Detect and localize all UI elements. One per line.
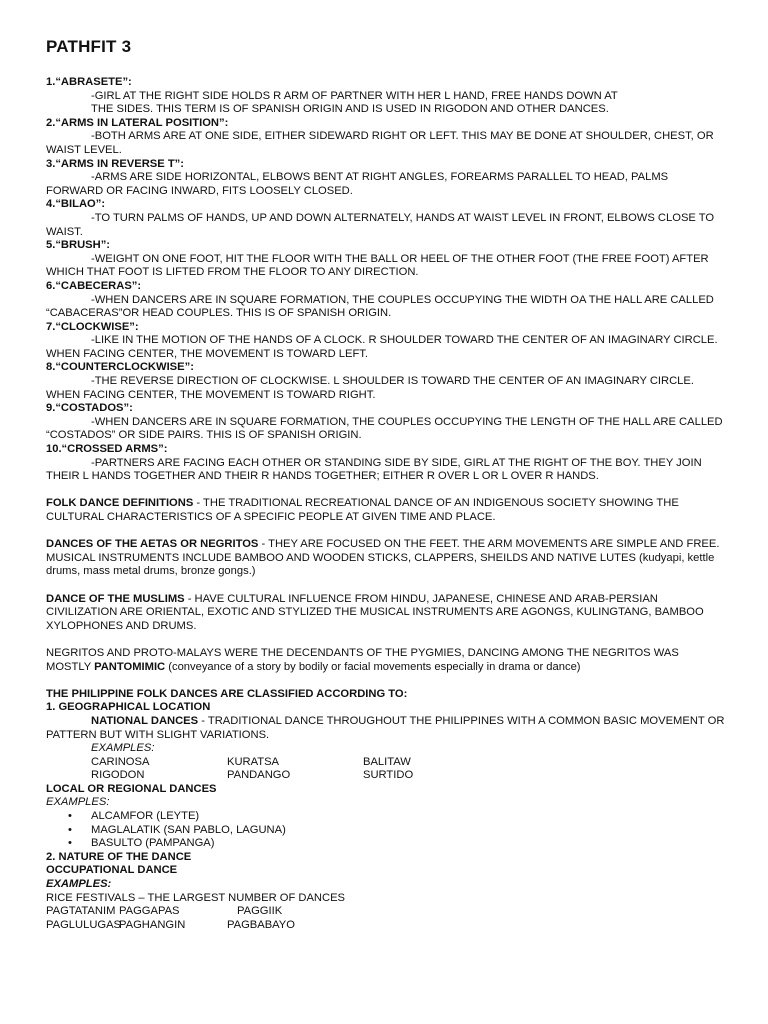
term-body: -LIKE IN THE MOTION OF THE HANDS OF A CLOCK. R SHOULDER TOWARD THE CENTER OF AN IMAGINARY CIRCLE. WHEN FACING CENTER, THE MOVEMENT IS TOWARD LEFT. bbox=[46, 334, 718, 360]
term-heading: 8.“COUNTERCLOCKWISE”: bbox=[46, 361, 194, 374]
aetas-paragraph bbox=[46, 538, 726, 579]
local-heading: LOCAL OR REGIONAL DANCES bbox=[46, 782, 217, 795]
example-item: PAGGIIK bbox=[237, 905, 283, 918]
document-body bbox=[46, 76, 726, 932]
national-dances-paragraph bbox=[46, 715, 726, 742]
term-body: -WEIGHT ON ONE FOOT, HIT THE FLOOR WITH THE BALL OR HEEL OF THE OTHER FOOT (THE FREE FOOT) AFTER WHICH THAT FOOT IS LIFTED FROM THE FLOOR TO ANY DIRECTION. bbox=[46, 252, 709, 279]
list-item: • BASULTO (PAMPANGA) bbox=[46, 837, 726, 851]
aetas-heading: DANCES OF THE AETAS OR NEGRITOS bbox=[46, 538, 259, 551]
example-item: PAGBABAYO bbox=[227, 918, 295, 931]
term-heading: 10.“CROSSED ARMS”: bbox=[46, 443, 168, 456]
example-item: RIGODON bbox=[91, 769, 145, 782]
nature-heading: 2. NATURE OF THE DANCE bbox=[46, 850, 192, 863]
term-heading: 6.“CABECERAS”: bbox=[46, 279, 142, 292]
term-heading: 5.“BRUSH”: bbox=[46, 239, 111, 252]
classification-heading: THE PHILIPPINE FOLK DANCES ARE CLASSIFIED ACCORDING TO: bbox=[46, 687, 408, 700]
negritos-text: NEGRITOS AND PROTO-MALAYS WERE THE DECENDANTS OF THE PYGMIES, DANCING AMONG THE NEGRITOS WAS MOSTLY bbox=[46, 646, 679, 673]
folk-heading: FOLK DANCE DEFINITIONS bbox=[46, 497, 194, 510]
occupational-heading: OCCUPATIONAL DANCE bbox=[46, 864, 178, 877]
example-item: PAGGAPAS bbox=[119, 905, 180, 918]
occupational-row bbox=[46, 905, 726, 919]
pantomimic-term: PANTOMIMIC bbox=[94, 660, 166, 673]
example-item: KURATSA bbox=[227, 755, 280, 768]
term-heading: 1.“ABRASETE”: bbox=[46, 76, 132, 88]
example-item: PAGHANGIN bbox=[119, 918, 186, 931]
term-body: THE SIDES. THIS TERM IS OF SPANISH ORIGIN AND IS USED IN RIGODON AND OTHER DANCES. bbox=[91, 103, 609, 116]
examples-row bbox=[46, 756, 726, 770]
occupational-row bbox=[46, 919, 726, 933]
muslims-paragraph bbox=[46, 593, 726, 634]
muslims-body: - HAVE CULTURAL INFLUENCE FROM HINDU, JAPANESE, CHINESE AND ARAB-PERSIAN CIVILIZATION ARE ORIENTAL, EXOTIC AND STYLIZED THE MUSICAL INSTRUMENTS ARE AGONGS, KULINGTANG, BAMBOO XYLOPHONES AND DRUMS. bbox=[46, 592, 704, 632]
example-item: PAGLULUGAS bbox=[46, 918, 122, 931]
example-item: BALITAW bbox=[363, 755, 411, 768]
term-body: -WHEN DANCERS ARE IN SQUARE FORMATION, THE COUPLES OCCUPYING THE WIDTH OA THE HALL ARE CALLED “CABACERAS”OR HEAD COUPLES. THIS IS OF SPANISH ORIGIN. bbox=[46, 293, 714, 320]
term-body: -THE REVERSE DIRECTION OF CLOCKWISE. L SHOULDER IS TOWARD THE CENTER OF AN IMAGINARY CIRCLE. WHEN FACING CENTER, THE MOVEMENT IS TOWARD RIGHT. bbox=[46, 375, 694, 401]
term-body: -WHEN DANCERS ARE IN SQUARE FORMATION, THE COUPLES OCCUPYING THE LENGTH OF THE HALL ARE CALLED “COSTADOS” OR SIDE PAIRS. THIS IS OF SPANISH ORIGIN. bbox=[46, 415, 723, 442]
national-heading: NATIONAL DANCES bbox=[91, 714, 199, 727]
term-body: -BOTH ARMS ARE AT ONE SIDE, EITHER SIDEWARD RIGHT OR LEFT. THIS MAY BE DONE AT SHOULDER, CHEST, OR WAIST LEVEL. bbox=[46, 130, 714, 156]
rice-festivals: RICE FESTIVALS – THE LARGEST NUMBER OF DANCES bbox=[46, 891, 346, 904]
example-item: PAGTATANIM bbox=[46, 905, 116, 918]
example-item: CARINOSA bbox=[91, 755, 150, 768]
term-body: -GIRL AT THE RIGHT SIDE HOLDS R ARM OF PARTNER WITH HER L HAND, FREE HANDS DOWN AT bbox=[91, 89, 618, 102]
examples-label: EXAMPLES: bbox=[91, 742, 155, 755]
term-heading: 3.“ARMS IN REVERSE T”: bbox=[46, 157, 184, 170]
term-body: -PARTNERS ARE FACING EACH OTHER OR STANDING SIDE BY SIDE, GIRL AT THE RIGHT OF THE BOY. THEY JOIN THEIR L HANDS TOGETHER AND THEIR R HANDS TOGETHER; EITHER R OVER L OR L OVER R HANDS. bbox=[46, 456, 702, 483]
geographical-heading: 1. GEOGRAPHICAL LOCATION bbox=[46, 701, 211, 714]
examples-label: EXAMPLES: bbox=[46, 796, 110, 809]
muslims-heading: DANCE OF THE MUSLIMS bbox=[46, 592, 185, 605]
term-heading: 2.“ARMS IN LATERAL POSITION”: bbox=[46, 116, 229, 129]
local-examples-list bbox=[46, 810, 726, 851]
national-body: - TRADITIONAL DANCE THROUGHOUT THE PHILIPPINES WITH A COMMON BASIC MOVEMENT OR PATTERN BUT WITH SLIGHT VARIATIONS. bbox=[46, 714, 725, 741]
list-item: • MAGLALATIK (SAN PABLO, LAGUNA) bbox=[46, 824, 726, 838]
term-heading: 9.“COSTADOS”: bbox=[46, 402, 133, 415]
examples-row bbox=[46, 769, 726, 783]
aetas-body: - THEY ARE FOCUSED ON THE FEET. THE ARM MOVEMENTS ARE SIMPLE AND FREE. MUSICAL INSTRUMENTS INCLUDE BAMBOO AND WOODEN STICKS, CLAPPERS, SHEILDS AND NATIVE LUTES (kudyapi, kettle drums, mass metal drums, bronze gongs.) bbox=[46, 538, 720, 578]
example-item: PANDANGO bbox=[227, 769, 291, 782]
folk-definition bbox=[46, 497, 726, 524]
negritos-text-end: (conveyance of a story by bodily or facial movements especially in drama or dance) bbox=[165, 660, 581, 673]
example-item: SURTIDO bbox=[363, 769, 414, 782]
list-item: • ALCAMFOR (LEYTE) bbox=[46, 810, 726, 824]
folk-body: - THE TRADITIONAL RECREATIONAL DANCE OF AN INDIGENOUS SOCIETY SHOWING THE CULTURAL CHARACTERISTICS OF A SPECIFIC PEOPLE AT GIVEN TIME AND PLACE. bbox=[46, 497, 679, 523]
term-body: -ARMS ARE SIDE HORIZONTAL, ELBOWS BENT AT RIGHT ANGLES, FOREARMS PARALLEL TO HEAD, PALMS FORWARD OR FACING INWARD, FITS LOOSELY CLOSED. bbox=[46, 171, 669, 197]
term-heading: 7.“CLOCKWISE”: bbox=[46, 320, 139, 333]
page-title: PATHFIT 3 bbox=[46, 37, 132, 56]
term-body: -TO TURN PALMS OF HANDS, UP AND DOWN ALTERNATELY, HANDS AT WAIST LEVEL IN FRONT, ELBOWS CLOSE TO WAIST. bbox=[46, 211, 715, 238]
examples-label: EXAMPLES: bbox=[46, 878, 112, 891]
negritos-paragraph bbox=[46, 647, 726, 674]
term-heading: 4.“BILAO”: bbox=[46, 198, 106, 211]
